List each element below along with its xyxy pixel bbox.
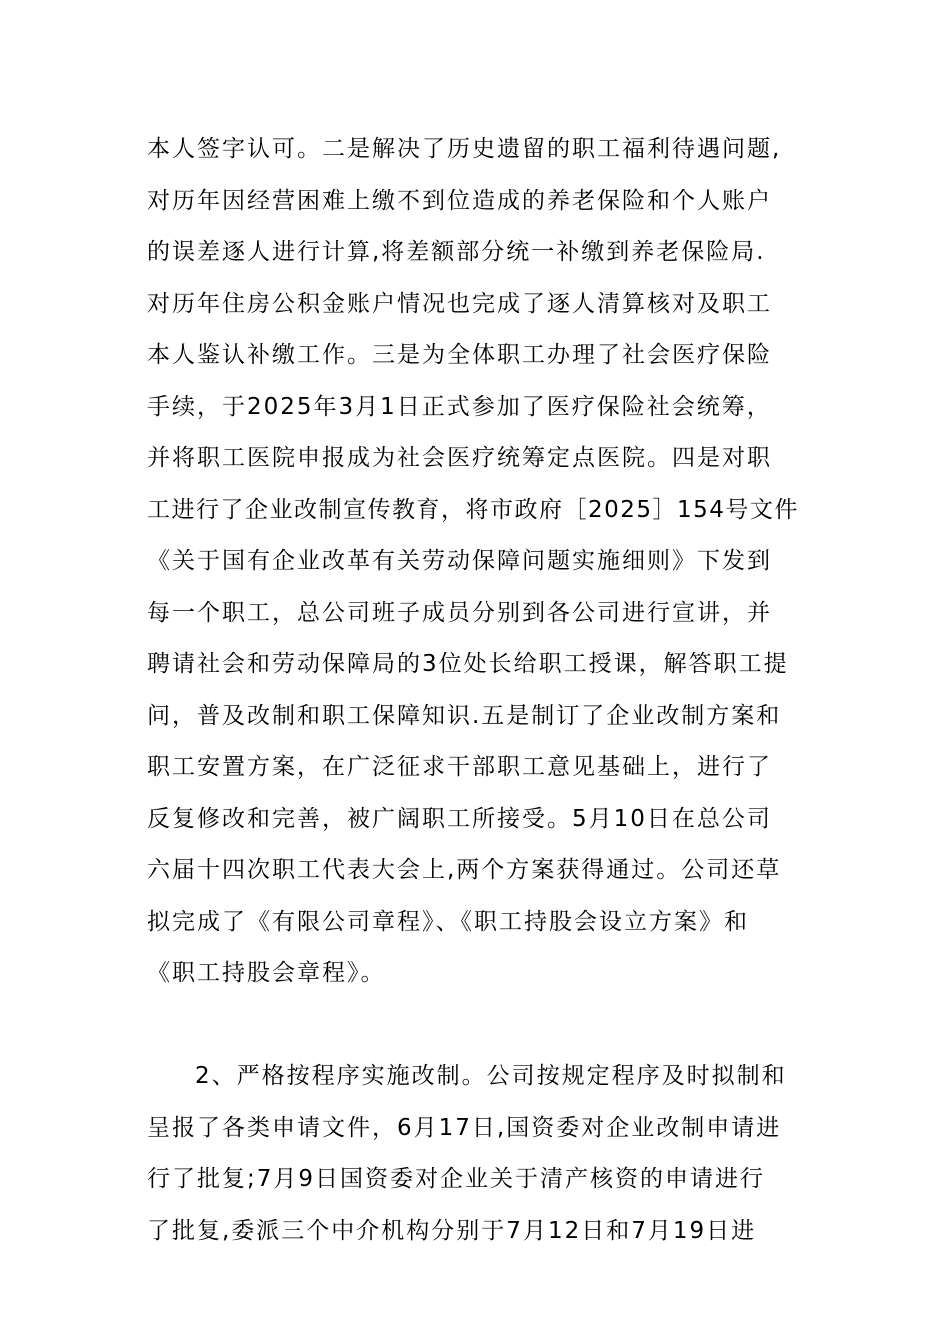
text-line: 手续，于2025年3月1日正式参加了医疗保险社会统筹， bbox=[147, 394, 772, 420]
text-line: 了批复,委派三个中介机构分别于7月12日和7月19日进 bbox=[147, 1218, 757, 1244]
text-line: 本人鉴认补缴工作。三是为全体职工办理了社会医疗保险 bbox=[147, 342, 772, 368]
text-line: 《职工持股会章程》。 bbox=[147, 960, 386, 986]
text-line: 的误差逐人进行计算,将差额部分统一补缴到养老保险局. bbox=[147, 239, 766, 265]
text-line: 问，普及改制和职工保障知识.五是制订了企业改制方案和 bbox=[147, 703, 782, 729]
text-line: 职工安置方案，在广泛征求干部职工意见基础上，进行了 bbox=[147, 754, 772, 780]
text-line: 六届十四次职工代表大会上,两个方案获得通过。公司还草 bbox=[147, 857, 782, 883]
text-line: 行了批复;7月9日国资委对企业关于清产核资的申请进行 bbox=[147, 1166, 766, 1192]
text-line: 对历年住房公积金账户情况也完成了逐人清算核对及职工 bbox=[147, 291, 772, 317]
text-line: 《关于国有企业改革有关劳动保障问题实施细则》下发到 bbox=[147, 548, 772, 574]
text-line: 拟完成了《有限公司章程》、《职工持股会设立方案》和 bbox=[147, 909, 749, 935]
text-line: 并将职工医院申报成为社会医疗统筹定点医院。四是对职 bbox=[147, 445, 772, 471]
text-line: 对历年因经营困难上缴不到位造成的养老保险和个人账户 bbox=[147, 188, 772, 214]
text-line: 2、严格按程序实施改制。公司按规定程序及时拟制和 bbox=[195, 1063, 787, 1089]
text-line: 呈报了各类申请文件，6月17日,国资委对企业改制申请进 bbox=[147, 1115, 782, 1141]
text-line: 工进行了企业改制宣传教育，将市政府［2025］154号文件 bbox=[147, 497, 799, 523]
text-line: 每一个职工，总公司班子成员分别到各公司进行宣讲，并 bbox=[147, 600, 772, 626]
text-line: 反复修改和完善，被广阔职工所接受。5月10日在总公司 bbox=[147, 806, 772, 832]
text-line: 本人签字认可。二是解决了历史遗留的职工福利待遇问题, bbox=[147, 136, 782, 162]
text-line: 聘请社会和劳动保障局的3位处长给职工授课，解答职工提 bbox=[147, 651, 789, 677]
